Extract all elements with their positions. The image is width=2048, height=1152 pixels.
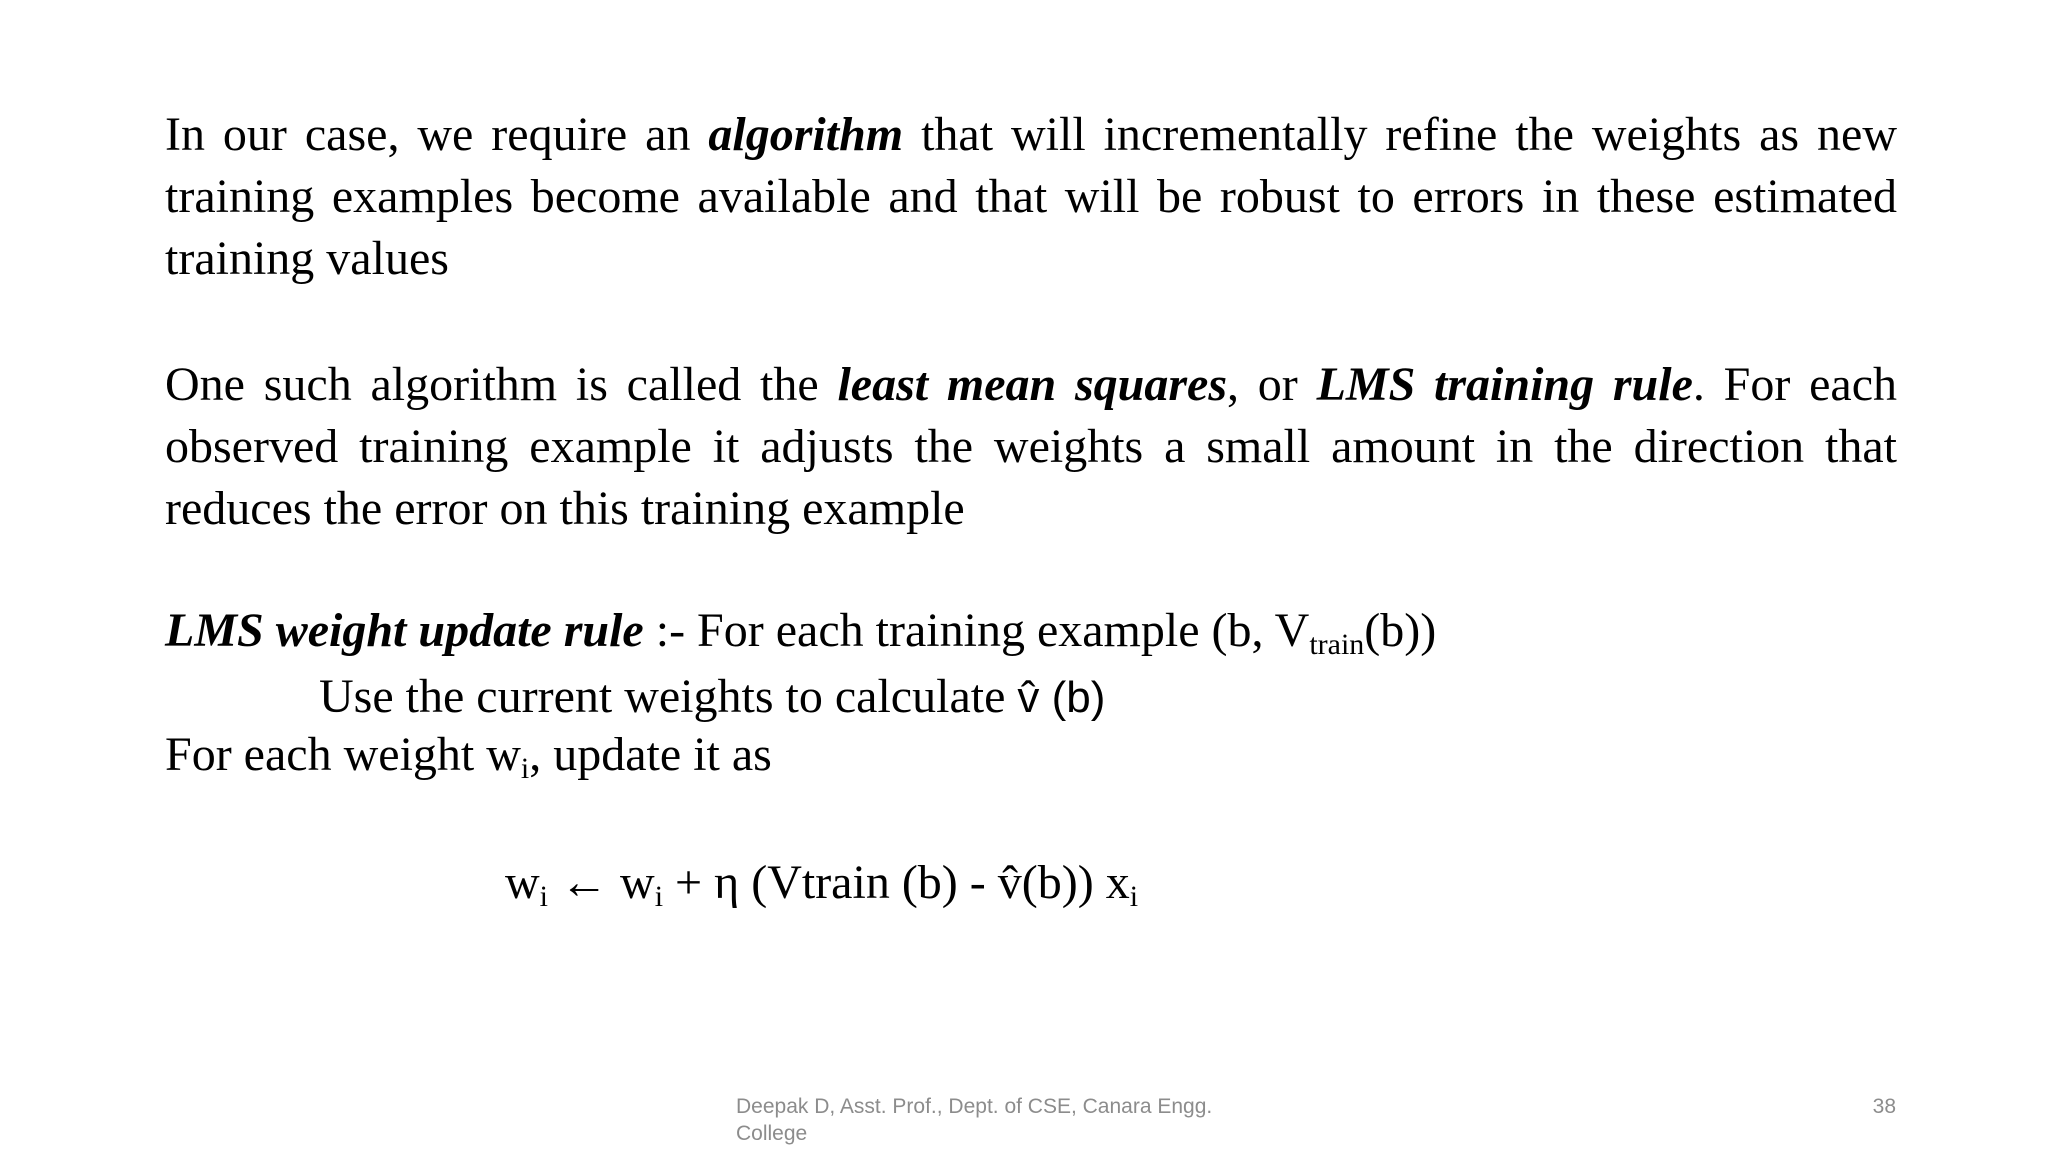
update-formula xyxy=(505,852,1138,914)
for-each-weight-line xyxy=(165,724,772,786)
p2-text-after: . For each observed training example it adjusts the weights a small amount in the direction that reduces the error on this training example xyxy=(165,358,1898,535)
formula-v-hat: v̂ xyxy=(997,856,1022,909)
slide-number: 38 xyxy=(1872,1095,1896,1118)
p1-text-after: that will incrementally refine the weights as new training examples become available and that will be robust to errors in these estimated training values xyxy=(165,108,1898,285)
use-weights-text: Use the current weights to calculate xyxy=(319,670,1018,723)
for-each-text-after: , update it as xyxy=(529,728,772,781)
formula-sub-1: i xyxy=(539,880,549,913)
use-weights-line xyxy=(319,666,1105,729)
p2-text-before: One such algorithm is called the xyxy=(165,358,838,411)
p1-text-before: In our case, we require an xyxy=(165,108,709,161)
lms-rule-subscript: train xyxy=(1309,628,1365,661)
formula-sub-3: i xyxy=(1129,880,1139,913)
p1-emphasis-algorithm: algorithm xyxy=(708,108,904,161)
formula-w: w xyxy=(505,856,540,909)
p2-emphasis-lms-training-rule: LMS training rule xyxy=(1316,358,1693,411)
formula-sub-2: i xyxy=(654,880,664,913)
for-each-subscript: i xyxy=(520,752,530,785)
p2-text-mid: , or xyxy=(1227,358,1317,411)
formula-rest: (b)) x xyxy=(1021,856,1130,909)
p2-emphasis-least-mean-squares: least mean squares xyxy=(837,358,1228,411)
lms-rule-text: :- For each training example (b, V xyxy=(643,604,1310,657)
formula-mid: + η (Vtrain (b) - xyxy=(663,856,998,909)
formula-arrow: ← w xyxy=(548,856,655,909)
lms-rule-title: LMS weight update rule xyxy=(165,604,644,657)
paragraph-algorithm-requirement xyxy=(165,104,1897,290)
lms-rule-line xyxy=(165,600,1436,662)
v-hat-symbol: v̂ (b) xyxy=(1017,673,1106,722)
paragraph-lms-description xyxy=(165,354,1897,540)
for-each-text-before: For each weight w xyxy=(165,728,521,781)
footer-credit: Deepak D, Asst. Prof., Dept. of CSE, Canara Engg. College xyxy=(736,1095,1213,1145)
lms-rule-end: (b)) xyxy=(1364,604,1437,657)
